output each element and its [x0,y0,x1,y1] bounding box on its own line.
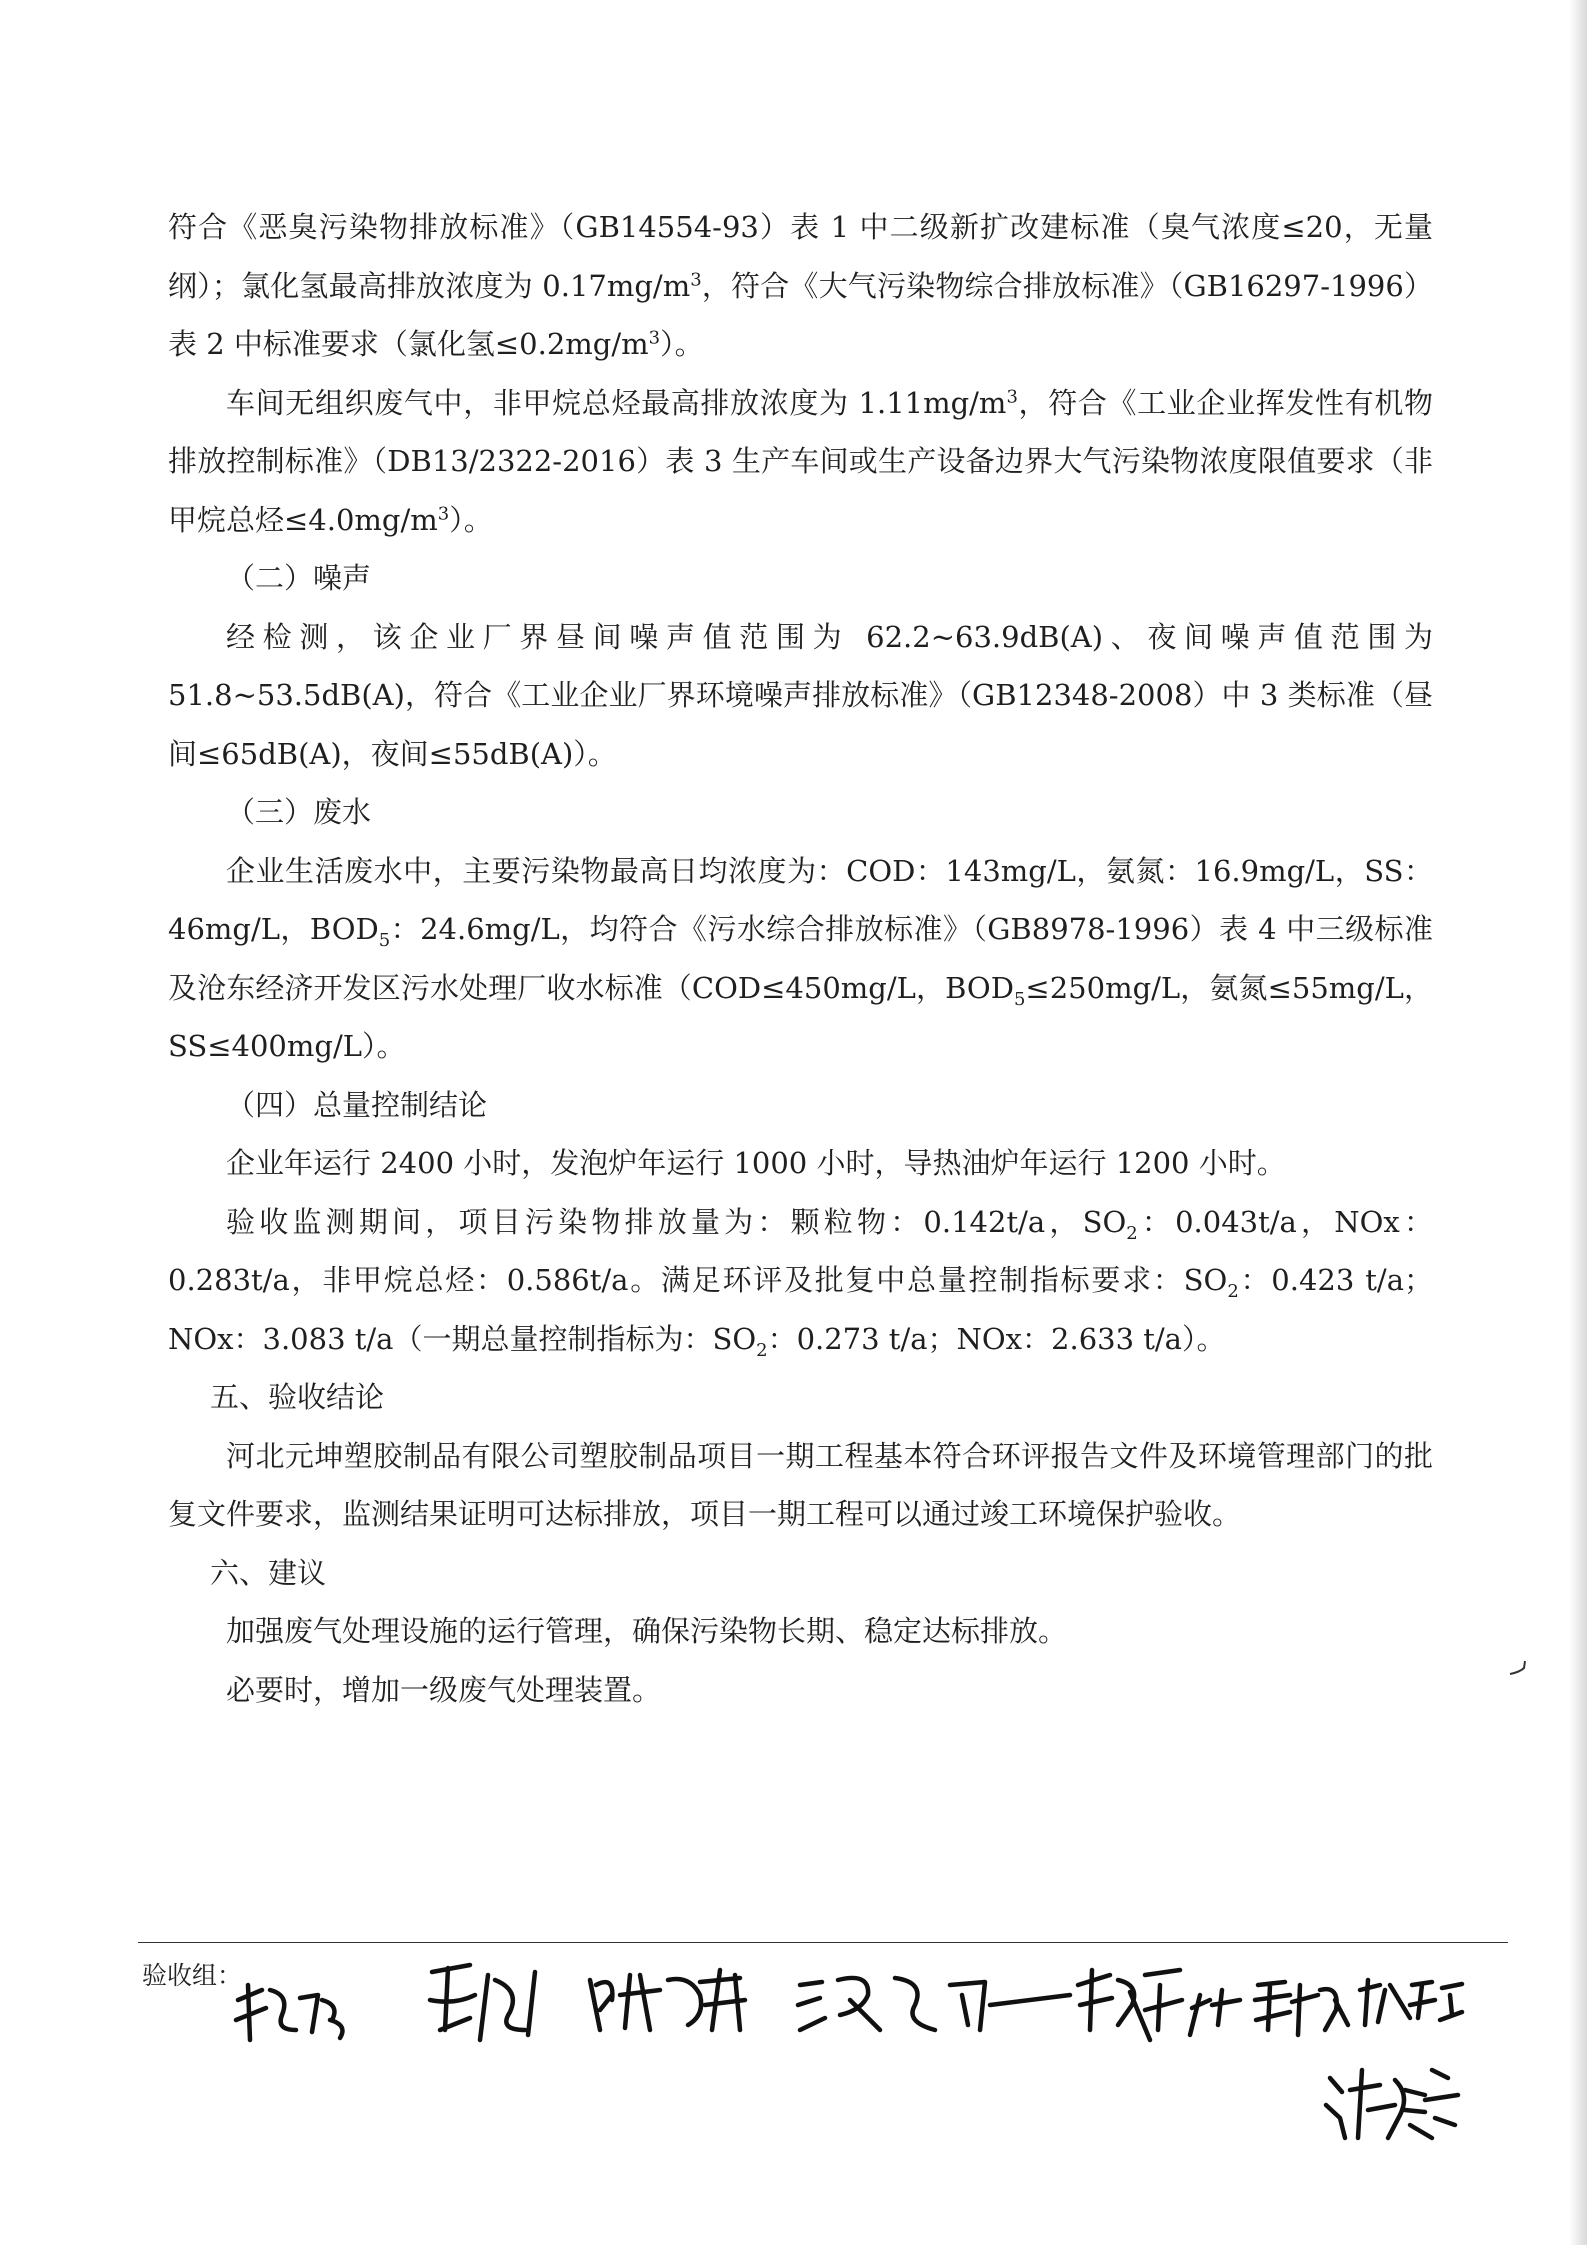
text-segment: ）。 [449,502,493,537]
subscript: 5 [1013,988,1026,1010]
paragraph-acceptance-conclusion: 河北元坤塑胶制品有限公司塑胶制品项目一期工程基本符合环评报告文件及环境管理部门的批复文件要求，监测结果证明可达标排放，项目一期工程可以通过竣工环境保护验收。 [168,1438,1433,1531]
heading-noise: （二）噪声 [226,561,372,595]
signature-label: 验收组： [142,1961,243,1990]
superscript: 3 [437,502,450,524]
text-segment: 符合《恶臭污染物排放标准》（GB14554-93）表 1 中二级新扩改建标准（臭气浓度≤20，无量纲）；氯化氢最高排放浓度为 0.17mg/m [168,210,1433,303]
signature-7 [1360,1980,1462,2025]
subscript: 2 [756,1339,768,1361]
text-segment: 验收监测期间，项目污染物排放量为：颗粒物：0.142t/a，SO [226,1204,1127,1239]
text-segment: ）。 [660,327,704,361]
signature-2 [430,1965,535,2040]
heading-acceptance-conclusion: 五、验收结论 [210,1380,385,1414]
paragraph-suggestion-2: 必要时，增加一级废气处理装置。 [226,1672,662,1707]
paragraph-noise: 经检测，该企业厂界昼间噪声值范围为 62.2~63.9dB(A)、夜间噪声值范围为 51.8~53.5dB(A)，符合《工业企业厂界环境噪声排放标准》（GB12348-2008）中 3 类标准（昼间≤65dB(A)，夜间≤55dB(A)）。 [168,619,1433,771]
heading-total-control: （四）总量控制结论 [226,1087,488,1122]
paragraph-suggestion-1: 加强废气处理设施的运行管理，确保污染物长期、稳定达标排放。 [226,1614,1068,1648]
subscript: 2 [1227,1280,1239,1302]
text-segment: ，符合《工业企业挥发性有机物排放控制标准》（DB13/2322-2016）表 3 生产车间或生产设备边界大气污染物浓度限值要求（非甲烷总烃≤4.0mg/m [168,385,1433,537]
text-segment: ：0.043t/a，NOx：0.283t/a，非甲烷总烃：0.586t/a。满足环评及批复中总量控制指标要求：SO [168,1204,1433,1297]
text-segment: ：0.423 t/a；NOx：3.083 t/a（一期总量控制指标为：SO [168,1263,1433,1356]
superscript: 3 [1006,385,1018,407]
signature-4 [798,1978,1070,2030]
text-segment: ：0.273 t/a；NOx：2.633 t/a）。 [767,1321,1226,1356]
heading-suggestions: 六、建议 [210,1555,327,1590]
signature-5 [1078,1970,1182,2040]
text-segment: ：24.6mg/L，均符合《污水综合排放标准》（GB8978-1996）表 4 中三级标准及沧东经济开发区污水处理厂收水标准（COD≤450mg/L，BOD [168,912,1433,1005]
paragraph-operation-hours: 企业年运行 2400 小时，发泡炉年运行 1000 小时，导热油炉年运行 1200 小时。 [226,1146,1286,1180]
subscript: 5 [378,929,391,951]
superscript: 3 [690,268,702,290]
text-segment: 企业生活废水中，主要污染物最高日均浓度为：COD：143mg/L，氨氮：16.9mg/L，SS：46mg/L，BOD [168,853,1433,946]
text-segment: ≤250mg/L，氨氮≤55mg/L，SS≤400mg/L）。 [168,970,1433,1063]
superscript: 3 [648,327,661,349]
signature-3 [590,1970,745,2030]
text-segment: ，符合《大气污染物综合排放标准》（GB16297-1996）表 2 中标准要求（氯化氢≤0.2mg/m [168,268,1433,361]
signature-6 [1190,1982,1348,2035]
signature-1 [236,1985,342,2040]
heading-wastewater: （三）废水 [226,795,372,829]
text-segment: 车间无组织废气中，非甲烷总烃最高排放浓度为 1.11mg/m [226,385,1007,420]
signature-8 [1326,2070,1458,2138]
subscript: 2 [1126,1222,1138,1244]
